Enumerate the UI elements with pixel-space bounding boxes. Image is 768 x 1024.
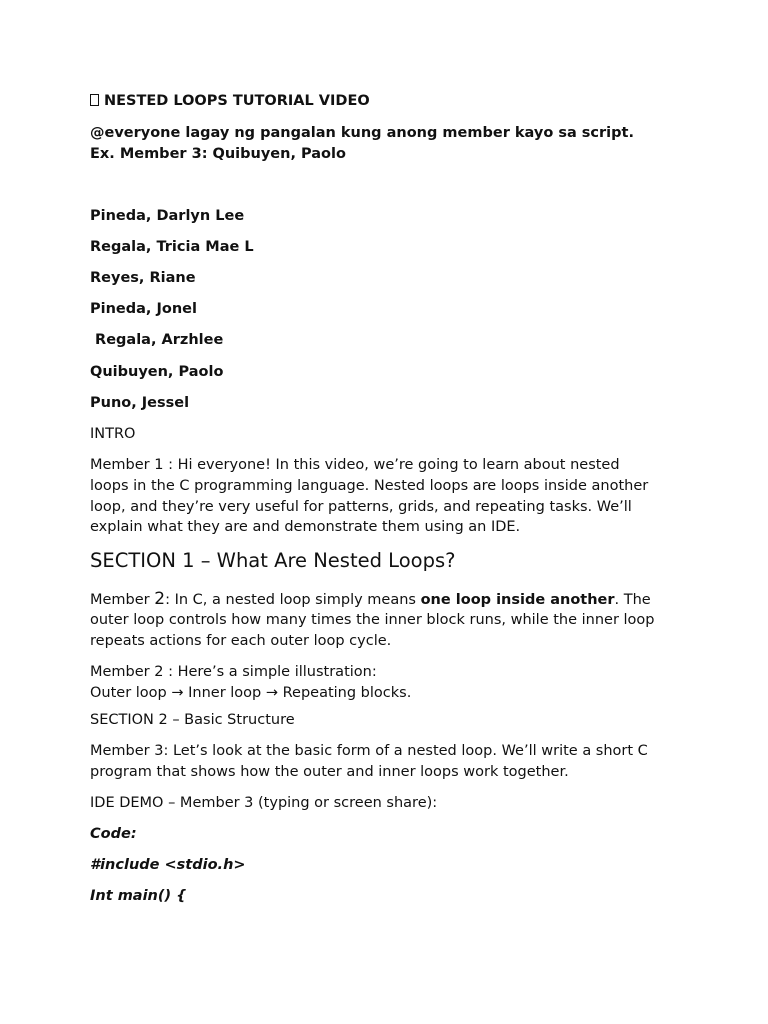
section-2-heading: SECTION 2 – Basic Structure [90, 712, 295, 728]
code-label: Code: [90, 826, 137, 842]
ide-demo-label: IDE DEMO – Member 3 (typing or screen share): [90, 795, 438, 811]
intro-paragraph-line-2: loops in the C programming language. Nested loops are loops inside another [90, 478, 649, 494]
code-line-2: Int main() { [90, 888, 187, 904]
announcement-line-1: @everyone lagay ng pangalan kung anong member kayo sa script. [90, 125, 634, 141]
section-2-paragraph-line-1: Member 3: Let’s look at the basic form of a nested loop. We’ll write a short C [90, 743, 648, 759]
section-1-paragraph-line-1 [90, 589, 690, 611]
member-name-2: Regala, Tricia Mae L [90, 239, 254, 255]
s1-bold-phrase: one loop inside another [420, 592, 615, 608]
section-1-paragraph-line-3: repeats actions for each outer loop cycle. [90, 633, 392, 649]
doc-title [90, 91, 690, 112]
illustration-line-1: Member 2 : Here’s a simple illustration: [90, 664, 377, 680]
placeholder-glyph-icon [90, 94, 99, 106]
section-2-paragraph-line-2: program that shows how the outer and inner loops work together. [90, 764, 569, 780]
section-1-paragraph-line-2: outer loop controls how many times the inner block runs, while the inner loop [90, 612, 655, 628]
intro-label: INTRO [90, 426, 136, 442]
s1-prefix: Member [90, 592, 155, 608]
intro-paragraph-line-3: loop, and they’re very useful for patterns, grids, and repeating tasks. We’ll [90, 499, 632, 515]
code-line-1: #include <stdio.h> [90, 857, 246, 873]
member-name-5: Regala, Arzhlee [90, 332, 224, 348]
member-name-3: Reyes, Riane [90, 270, 196, 286]
s1-end: . The [614, 592, 651, 608]
section-1-heading: SECTION 1 – What Are Nested Loops? [90, 549, 456, 572]
member-name-7: Puno, Jessel [90, 395, 190, 411]
member-name-6: Quibuyen, Paolo [90, 364, 224, 380]
member-name-1: Pineda, Darlyn Lee [90, 208, 245, 224]
intro-paragraph-line-4: explain what they are and demonstrate them using an IDE. [90, 519, 521, 535]
illustration-line-2: Outer loop → Inner loop → Repeating blocks. [90, 685, 412, 701]
member-name-4: Pineda, Jonel [90, 301, 197, 317]
s1-member-number: 2 [154, 589, 166, 609]
announcement-line-2: Ex. Member 3: Quibuyen, Paolo [90, 146, 346, 162]
intro-paragraph-line-1: Member 1 : Hi everyone! In this video, we’re going to learn about nested [90, 457, 620, 473]
s1-mid: : In C, a nested loop simply means [165, 592, 421, 608]
doc-title-text: NESTED LOOPS TUTORIAL VIDEO [104, 93, 370, 109]
